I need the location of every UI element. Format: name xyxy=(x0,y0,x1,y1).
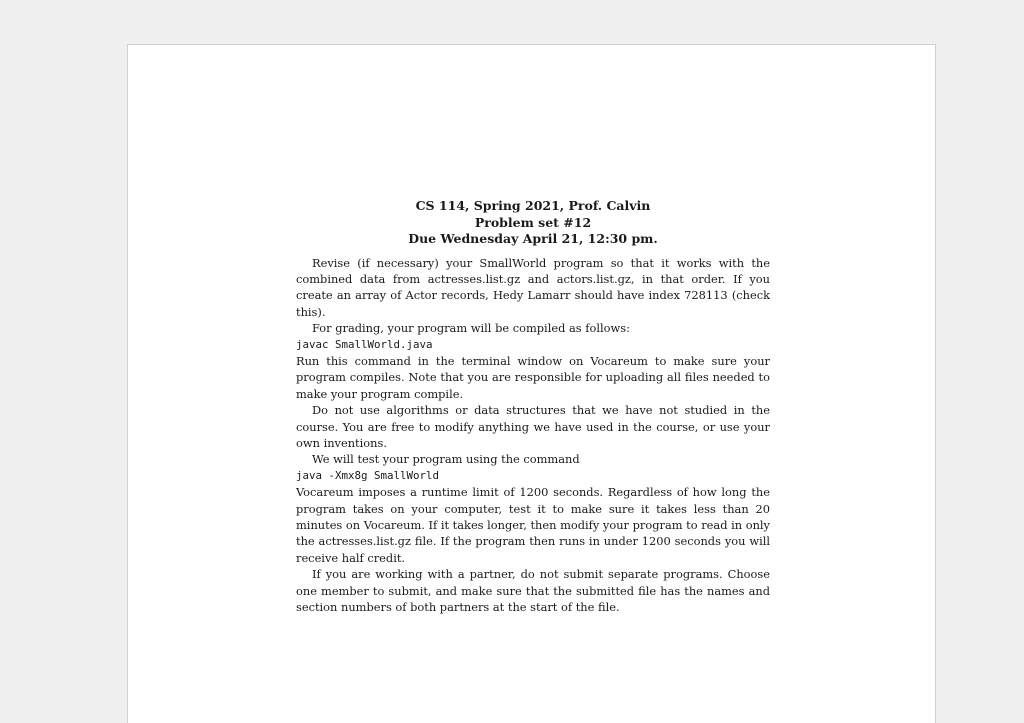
paragraph-partner: If you are working with a partner, do not submit separate programs. Choose one member to submit, and make sure that the submitted file has the names and section numbers of both partners at the start of the file. xyxy=(296,567,770,615)
code-compile-command: javac SmallWorld.java xyxy=(296,337,433,351)
paragraph-grading: For grading, your program will be compiled as follows: xyxy=(312,321,630,336)
document-page xyxy=(127,44,936,723)
course-title: CS 114, Spring 2021, Prof. Calvin xyxy=(415,198,651,213)
paragraph-revise: Revise (if necessary) your SmallWorld program so that it works with the combined data from actresses.list.gz and actors.list.gz, in that order. If you create an array of Actor records, Hedy Lamarr should have index 728113 (check this). xyxy=(296,255,770,319)
page-content xyxy=(296,198,770,615)
paragraph-test: We will test your program using the command xyxy=(312,452,580,467)
title-block xyxy=(296,198,770,248)
paragraph-runtime-limit: Vocareum imposes a runtime limit of 1200 seconds. Regardless of how long the program takes on your computer, test it to make sure it takes less than 20 minutes on Vocareum. If it takes longer, then modify your program to read in only the actresses.list.gz file. If the program then runs in under 1200 seconds you will receive half credit. xyxy=(296,485,770,565)
problem-set-title: Problem set #12 xyxy=(474,214,592,230)
paragraph-algorithms: Do not use algorithms or data structures that we have not studied in the course. You are free to modify anything we have used in the course, or use your own inventions. xyxy=(296,403,770,450)
due-date: Due Wednesday April 21, 12:30 pm. xyxy=(408,231,658,246)
paragraph-run-command: Run this command in the terminal window on Vocareum to make sure your program compiles. Note that you are responsible for uploading all files needed to make your program compile. xyxy=(296,353,770,401)
code-run-command: java -Xmx8g SmallWorld xyxy=(296,468,440,482)
